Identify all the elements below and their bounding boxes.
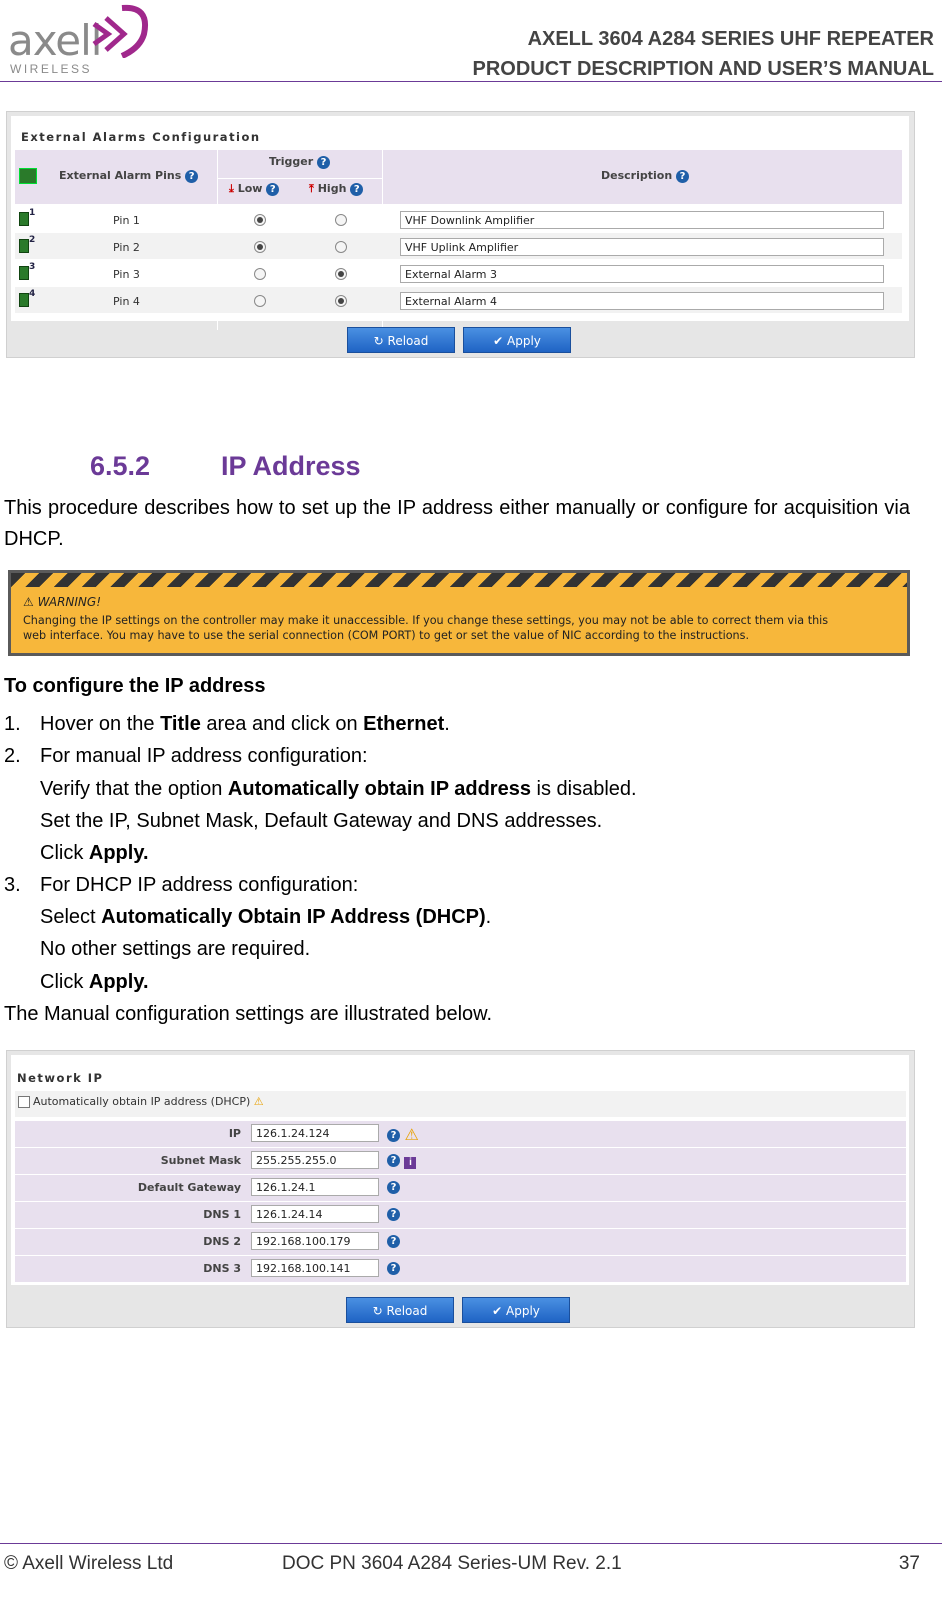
- step-2-text: For manual IP address configuration:: [40, 745, 368, 767]
- warning-box: [8, 570, 910, 656]
- pin-icon: [19, 293, 29, 307]
- table-row: [15, 1256, 906, 1282]
- help-icon[interactable]: ?: [185, 170, 198, 183]
- procedure-heading: To configure the IP address: [4, 675, 266, 697]
- warning-text: Changing the IP settings on the controller may make it unaccessible. If you change these settings, you may not be able to correct them via this web interface. You may have to use the serial connection (COM PORT) to get or set the value of NIC according to the instructions.: [23, 614, 829, 642]
- check-icon: ✔: [492, 1304, 503, 1318]
- help-icon[interactable]: ?: [676, 170, 689, 183]
- subnet-label: Subnet Mask: [160, 1154, 241, 1167]
- trigger-high-radio[interactable]: [335, 295, 347, 307]
- gateway-label: Default Gateway: [137, 1181, 241, 1194]
- pin-label: Pin 4: [113, 295, 140, 308]
- table-row: [15, 1202, 906, 1228]
- section-number: 6.5.2: [90, 451, 151, 481]
- dhcp-checkbox[interactable]: [18, 1096, 30, 1108]
- footer-divider: [0, 1543, 942, 1544]
- ip-input[interactable]: 126.1.24.124: [251, 1124, 379, 1142]
- subnet-help: [387, 1152, 416, 1170]
- table-row: [15, 1121, 906, 1147]
- pins-icon: [19, 168, 37, 184]
- external-alarms-panel: [6, 111, 915, 358]
- ip-help: [387, 1125, 419, 1145]
- panel-title: Network IP: [17, 1071, 104, 1085]
- help-icon[interactable]: ?: [350, 183, 363, 196]
- pin-label: Pin 3: [113, 268, 140, 281]
- step-2a: Verify that the option Automatically obtain IP address is disabled.: [40, 778, 637, 800]
- description-input[interactable]: VHF Uplink Amplifier: [400, 238, 884, 256]
- reload-button[interactable]: ↻ Reload: [347, 327, 455, 353]
- step-3c: Click Apply.: [40, 971, 149, 993]
- trigger-high-radio[interactable]: [335, 214, 347, 226]
- logo-subtitle: WIRELESS: [10, 62, 93, 76]
- pin-number: 4: [29, 289, 36, 299]
- step-3b: No other settings are required.: [40, 938, 311, 960]
- dns1-input[interactable]: 126.1.24.14: [251, 1205, 379, 1223]
- description-input[interactable]: External Alarm 3: [400, 265, 884, 283]
- low-trigger-icon: ⤓: [229, 182, 234, 195]
- help-icon[interactable]: ?: [387, 1181, 400, 1194]
- ip-label: IP: [228, 1127, 241, 1140]
- page-number: 37: [898, 1553, 920, 1574]
- network-ip-panel: [6, 1050, 915, 1328]
- trigger-low-radio[interactable]: [254, 241, 266, 253]
- help-icon[interactable]: ?: [387, 1129, 400, 1142]
- section-title: IP Address: [221, 451, 361, 481]
- dns2-label: DNS 2: [203, 1235, 241, 1248]
- warning-icon: ⚠: [23, 595, 34, 609]
- help-icon[interactable]: ?: [387, 1154, 400, 1167]
- panel-title: External Alarms Configuration: [21, 130, 261, 144]
- col-description: Description ?: [601, 169, 689, 183]
- pin-icon: [19, 212, 29, 226]
- dns1-label: DNS 1: [203, 1208, 241, 1221]
- closing-text: The Manual configuration settings are illustrated below.: [4, 1003, 493, 1025]
- step-3a: Select Automatically Obtain IP Address (DHCP).: [40, 906, 492, 928]
- pin-label: Pin 2: [113, 241, 140, 254]
- footer-doc-id: DOC PN 3604 A284 Series-UM Rev. 2.1: [282, 1553, 622, 1574]
- pin-icon: [19, 239, 29, 253]
- info-icon: i: [404, 1157, 416, 1169]
- reload-button[interactable]: ↻ Reload: [346, 1297, 454, 1323]
- section-intro: This procedure describes how to set up the IP address either manually or configure for acquisition via DHCP.: [4, 497, 910, 550]
- step-3: 3.: [4, 874, 21, 896]
- dns3-input[interactable]: 192.168.100.141: [251, 1259, 379, 1277]
- trigger-high-radio[interactable]: [335, 241, 347, 253]
- trigger-low-radio[interactable]: [254, 268, 266, 280]
- reload-icon: ↻: [372, 1304, 383, 1318]
- help-icon[interactable]: ?: [387, 1235, 400, 1248]
- col-low: ⤓ Low ?: [229, 182, 279, 196]
- dhcp-label: Automatically obtain IP address (DHCP) ⚠: [33, 1095, 264, 1108]
- warning-stripes: [11, 573, 907, 587]
- warning-heading: WARNING!: [37, 595, 102, 609]
- header-divider: [0, 81, 942, 82]
- description-input[interactable]: External Alarm 4: [400, 292, 884, 310]
- step-1: 1.: [4, 713, 21, 735]
- step-1-text: Hover on the Title area and click on Ethernet.: [40, 713, 450, 735]
- col-pins: External Alarm Pins ?: [59, 169, 198, 183]
- pin-icon: [19, 266, 29, 280]
- trigger-low-radio[interactable]: [254, 214, 266, 226]
- apply-button[interactable]: ✔ Apply: [462, 1297, 570, 1323]
- logo-chevron-icon: [92, 4, 152, 58]
- step-2: 2.: [4, 745, 21, 767]
- pin-number: 2: [29, 235, 36, 245]
- footer-copyright: © Axell Wireless Ltd: [4, 1553, 174, 1574]
- step-3-text: For DHCP IP address configuration:: [40, 874, 359, 896]
- step-2b: Set the IP, Subnet Mask, Default Gateway and DNS addresses.: [40, 810, 603, 832]
- high-trigger-icon: ⤒: [309, 182, 314, 195]
- help-icon[interactable]: ?: [317, 156, 330, 169]
- dns2-input[interactable]: 192.168.100.179: [251, 1232, 379, 1250]
- pin-number: 3: [29, 262, 36, 272]
- col-high: ⤒ High ?: [309, 182, 363, 196]
- description-input[interactable]: VHF Downlink Amplifier: [400, 211, 884, 229]
- logo: axell: [8, 16, 102, 65]
- reload-icon: ↻: [373, 334, 384, 348]
- pin-label: Pin 1: [113, 214, 140, 227]
- help-icon[interactable]: ?: [387, 1262, 400, 1275]
- warning-icon: ⚠: [404, 1127, 419, 1144]
- table-row: [15, 1229, 906, 1255]
- step-2c: Click Apply.: [40, 842, 149, 864]
- col-trigger: Trigger ?: [269, 155, 330, 169]
- table-row: [15, 1148, 906, 1174]
- subnet-input[interactable]: 255.255.255.0: [251, 1151, 379, 1169]
- gateway-input[interactable]: 126.1.24.1: [251, 1178, 379, 1196]
- document-title: AXELL 3604 A284 SERIES UHF REPEATER PRODUCT DESCRIPTION AND USER’S MANUAL: [472, 28, 934, 80]
- check-icon: ✔: [493, 334, 504, 348]
- pin-number: 1: [29, 208, 36, 218]
- trigger-high-radio[interactable]: [335, 268, 347, 280]
- help-icon[interactable]: ?: [387, 1208, 400, 1221]
- apply-button[interactable]: ✔ Apply: [463, 327, 571, 353]
- warning-icon: ⚠: [253, 1095, 264, 1108]
- trigger-low-radio[interactable]: [254, 295, 266, 307]
- dns3-label: DNS 3: [203, 1262, 241, 1275]
- help-icon[interactable]: ?: [266, 183, 279, 196]
